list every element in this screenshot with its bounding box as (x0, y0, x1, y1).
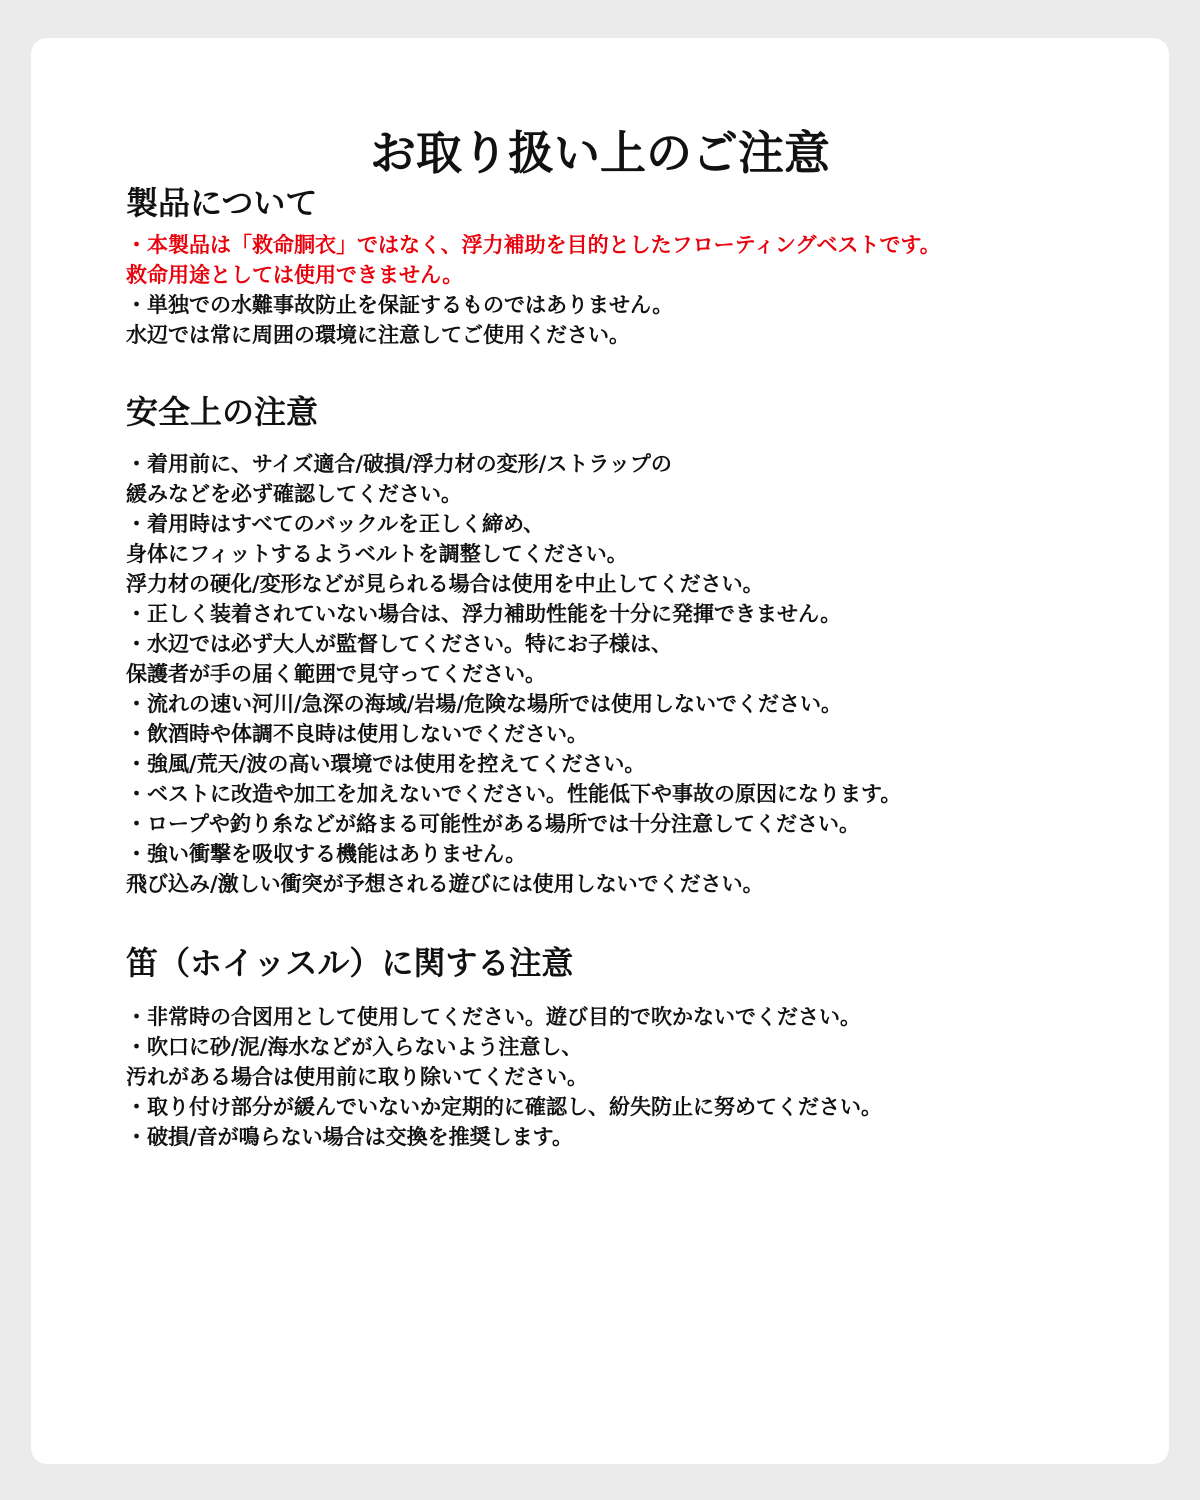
notice-line: 身体にフィットするようベルトを調整してください。 (126, 542, 628, 567)
section-product (126, 184, 1136, 350)
notice-line: ・ベストに改造や加工を加えないでください。性能低下や事故の原因になります。 (126, 782, 902, 807)
notice-line: ・ロープや釣り糸などが絡まる可能性がある場所では十分注意してください。 (126, 812, 860, 837)
section-heading-whistle: 笛（ホイッスル）に関する注意 (126, 944, 574, 982)
section-body-product (126, 230, 1136, 350)
section-safety (126, 393, 1136, 899)
page-title: お取り扱い上のご注意 (370, 126, 830, 180)
notice-line: ・流れの速い河川/急深の海域/岩場/危険な場所では使用しないでください。 (126, 692, 843, 717)
notice-line: ・着用時はすべてのバックルを正しく締め、 (126, 512, 545, 537)
notice-line: ・水辺では必ず大人が監督してください。特にお子様は、 (126, 632, 672, 657)
notice-line: 汚れがある場合は使用前に取り除いてください。 (126, 1065, 588, 1090)
notice-line: 浮力材の硬化/変形などが見られる場合は使用を中止してください。 (126, 572, 764, 597)
warning-line: ・本製品は「救命胴衣」ではなく、浮力補助を目的としたフローティングベストです。 (126, 233, 941, 258)
notice-line: ・飲酒時や体調不良時は使用しないでください。 (126, 722, 588, 747)
notice-line: ・取り付け部分が緩んでいないか定期的に確認し、紛失防止に努めてください。 (126, 1095, 882, 1120)
notice-line: 緩みなどを必ず確認してください。 (126, 482, 462, 507)
notice-line: ・単独での水難事故防止を保証するものではありません。 (126, 293, 674, 318)
notice-line: ・破損/音が鳴らない場合は交換を推奨します。 (126, 1125, 573, 1150)
notice-line: ・吹口に砂/泥/海水などが入らないよう注意し、 (126, 1035, 583, 1060)
warning-line: 救命用途としては使用できません。 (126, 263, 464, 288)
notice-line: ・非常時の合図用として使用してください。遊び目的で吹かないでください。 (126, 1005, 861, 1030)
section-body-safety (126, 449, 1136, 899)
notice-line: ・強い衝撃を吸収する機能はありません。 (126, 842, 527, 867)
notice-line: ・強風/荒天/波の高い環境では使用を控えてください。 (126, 752, 646, 777)
notice-line: ・正しく装着されていない場合は、浮力補助性能を十分に発揮できません。 (126, 602, 842, 627)
notice-card (31, 38, 1169, 1464)
notice-line: ・着用前に、サイズ適合/破損/浮力材の変形/ストラップの (126, 452, 672, 477)
notice-line: 水辺では常に周囲の環境に注意してご使用ください。 (126, 323, 630, 348)
section-body-whistle (126, 1002, 1136, 1152)
notice-line: 飛び込み/激しい衝突が予想される遊びには使用しないでください。 (126, 872, 764, 897)
section-whistle (126, 944, 1136, 1152)
notice-line: 保護者が手の届く範囲で見守ってください。 (126, 662, 546, 687)
section-heading-safety: 安全上の注意 (126, 393, 319, 431)
section-heading-product: 製品について (126, 184, 318, 222)
